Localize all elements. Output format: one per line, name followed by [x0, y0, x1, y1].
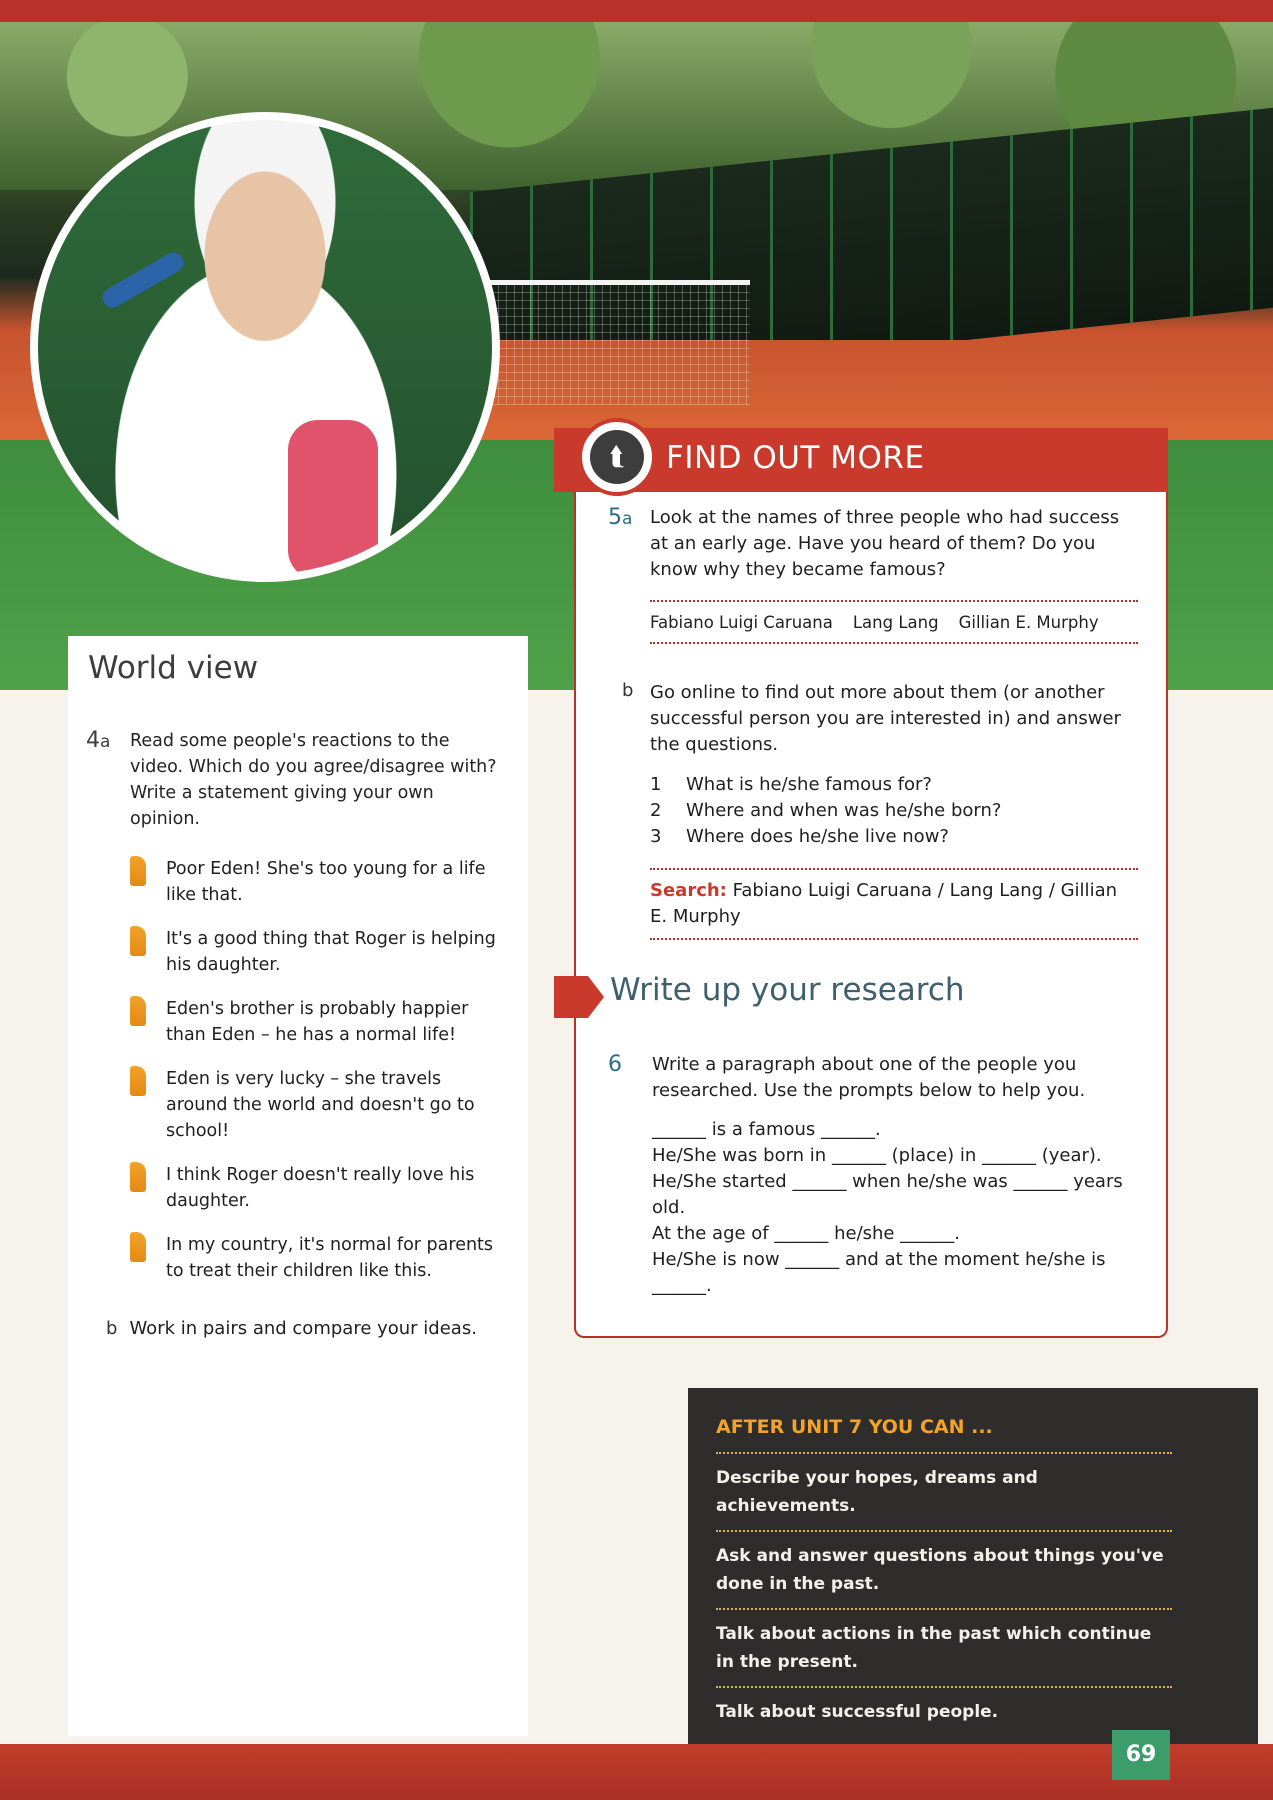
reaction-item: Eden's brother is probably happier than Eden – he has a normal life! — [128, 996, 508, 1048]
tennis-net — [490, 280, 750, 405]
rss-feed-icon: ⮬ — [578, 418, 656, 496]
names-list — [650, 600, 1138, 644]
exercise-number: 6 — [608, 1052, 622, 1077]
quote-icon — [130, 1066, 146, 1096]
shirt-accent — [288, 420, 378, 580]
reaction-item: Poor Eden! She's too young for a life like that. — [128, 856, 508, 908]
name-item: Lang Lang — [852, 612, 939, 632]
prompt-line: He/She is now ______ and at the moment he/she is ______. — [652, 1249, 1112, 1296]
top-red-stripe — [0, 0, 1273, 22]
exercise-number: 5a — [608, 505, 633, 530]
quote-icon — [130, 1232, 146, 1262]
exercise-instructions: Go online to find out more about them (or another successful person you are interested in) and answer the questions. — [650, 682, 1121, 755]
exercise-instructions: Look at the names of three people who had success at an early age. Have you heard of them? Do you know why they became famous? — [650, 507, 1120, 580]
question-item: 1 What is he/she famous for? — [650, 774, 932, 795]
reaction-item: In my country, it's normal for parents to treat their children like this. — [128, 1232, 508, 1284]
writing-prompts — [652, 1117, 1142, 1299]
can-do-item: Talk about actions in the past which continue in the present. — [716, 1608, 1172, 1686]
after-unit-title: AFTER UNIT 7 YOU CAN ... — [716, 1416, 993, 1438]
exercise-4a — [86, 728, 506, 832]
section-flag-icon — [554, 976, 588, 1018]
question-item: 2 Where and when was he/she born? — [650, 800, 1002, 821]
find-out-more-title: FIND OUT MORE — [666, 440, 925, 476]
write-up-title: Write up your research — [610, 972, 965, 1008]
reactions-list — [128, 856, 508, 1302]
exercise-6 — [608, 1052, 1138, 1104]
bottom-red-stripe — [0, 1744, 1273, 1800]
reaction-item: It's a good thing that Roger is helping his daughter. — [128, 926, 508, 978]
can-do-item: Ask and answer questions about things you've done in the past. — [716, 1530, 1172, 1608]
search-terms: Search: Fabiano Luigi Caruana / Lang Lang / Gillian E. Murphy — [650, 868, 1138, 940]
quote-icon — [130, 856, 146, 886]
quote-icon — [130, 1162, 146, 1192]
prompt-line: ______ is a famous ______. — [652, 1119, 881, 1140]
exercise-instructions: Read some people's reactions to the video. Which do you agree/disagree with? Write a statement giving your own opinion. — [130, 731, 497, 829]
quote-icon — [130, 996, 146, 1026]
exercise-4b: b Work in pairs and compare your ideas. — [106, 1318, 477, 1339]
prompt-line: He/She started ______ when he/she was ______ years old. — [652, 1171, 1129, 1218]
exercise-5b: b Go online to find out more about them (or another successful person you are interested in) and answer the questions. — [622, 680, 1142, 758]
exercise-5a — [608, 505, 1138, 583]
world-view-title: World view — [88, 650, 259, 686]
name-item: Fabiano Luigi Caruana — [650, 612, 833, 632]
quote-icon — [130, 926, 146, 956]
page-number: 69 — [1112, 1730, 1170, 1780]
prompt-line: He/She was born in ______ (place) in ______ (year). — [652, 1145, 1102, 1166]
racket-handle — [99, 249, 187, 311]
reaction-item: Eden is very lucky – she travels around the world and doesn't go to school! — [128, 1066, 508, 1144]
tennis-player-portrait — [30, 112, 500, 582]
reaction-item: I think Roger doesn't really love his daughter. — [128, 1162, 508, 1214]
can-do-item: Describe your hopes, dreams and achievements. — [716, 1452, 1172, 1530]
name-item: Gillian E. Murphy — [958, 612, 1099, 632]
prompt-line: At the age of ______ he/she ______. — [652, 1223, 960, 1244]
exercise-number: 4a — [86, 728, 111, 753]
exercise-instructions: Write a paragraph about one of the people you researched. Use the prompts below to help you. — [652, 1054, 1086, 1101]
research-questions — [650, 772, 1140, 850]
question-item: 3 Where does he/she live now? — [650, 826, 949, 847]
can-do-list — [716, 1452, 1172, 1736]
search-label: Search: — [650, 880, 727, 901]
can-do-item: Talk about successful people. — [716, 1686, 1172, 1736]
